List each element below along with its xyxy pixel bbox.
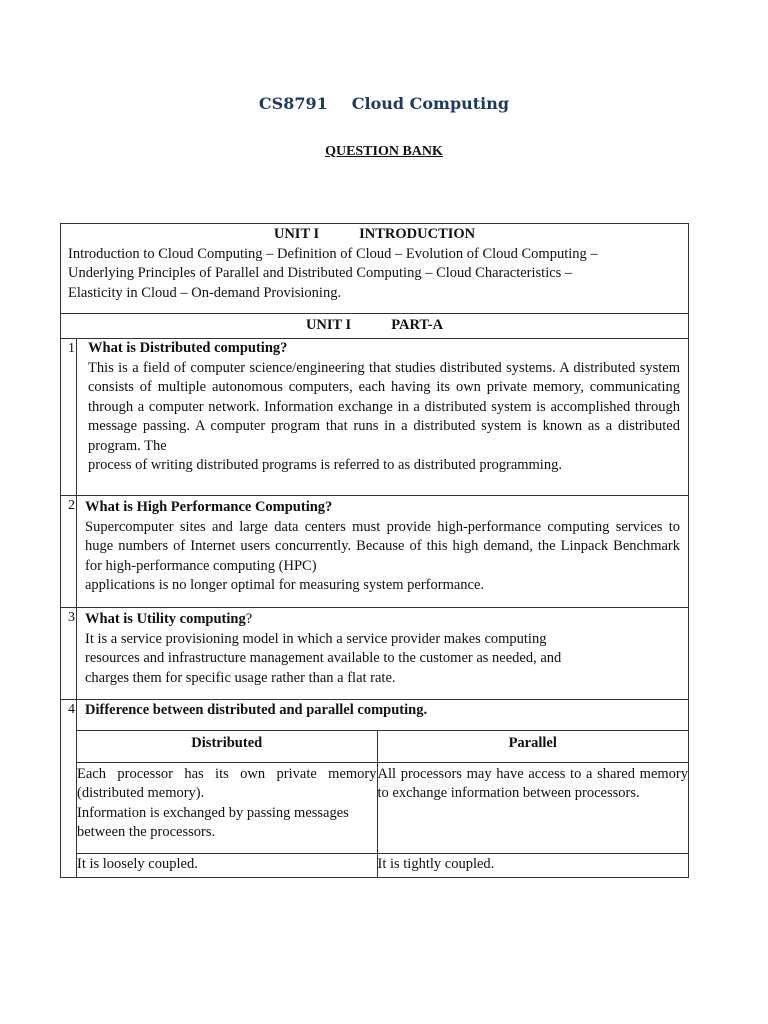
comparison-cell [77,731,689,878]
comparison-data-row [77,762,688,853]
comparison-header-parallel: Parallel [377,731,688,762]
distributed-cell [77,762,377,853]
parallel-cell: All processors may have access to a shared memory to exchange information between processors. [377,762,688,853]
answer-text: Supercomputer sites and large data centers must provide high-performance computing services to huge numbers of Internet users concurrently. Because of this high demand, the Linpack Benchmark for high-performance computing (HPC) [85,518,680,574]
part-heading [61,314,689,339]
question-title: Difference between distributed and parallel computing. [85,702,428,718]
distributed-text-extra: Information is exchanged by passing messages between the processors. [77,804,349,840]
unit-intro-row [61,224,689,314]
unit-heading [68,225,681,245]
page-title [0,94,768,113]
question-cell [77,608,689,700]
answer-text-last: process of writing distributed programs is referred to as distributed programming. [88,457,562,473]
part-heading-row [61,314,689,339]
answer-text-last: applications is no longer optimal for measuring system performance. [85,577,485,593]
comparison-row [61,731,689,878]
question-bank-table [60,223,689,878]
question-number: 4 [61,700,77,878]
question-title: What is High Performance Computing? [85,499,333,515]
comparison-header-row [77,731,688,762]
question-row [61,700,689,731]
question-row [61,496,689,608]
answer-line: resources and infrastructure management available to the customer as needed, and [85,650,562,666]
comparison-header-distributed: Distributed [77,731,377,762]
question-number: 2 [61,496,77,608]
question-cell [77,339,689,496]
answer-line: It is a service provisioning model in which a service provider makes computing [85,630,547,647]
unit-intro-cell [61,224,689,314]
syllabus-line: Underlying Principles of Parallel and Distributed Computing – Cloud Characteristics – [68,265,573,281]
unit-title: INTRODUCTION [359,226,476,242]
comparison-data-row [77,853,688,877]
syllabus-line: Introduction to Cloud Computing – Definition of Cloud – Evolution of Cloud Computing – [68,245,598,262]
part-title: PART-A [391,317,444,333]
question-title-suffix: ? [245,611,253,627]
distributed-text: Each processor has its own private memory (distributed memory). [77,765,377,801]
page-subtitle: QUESTION BANK [325,144,443,159]
question-title-text: What is Utility computing [85,611,246,627]
question-cell [77,496,689,608]
course-name: Cloud Computing [351,94,510,113]
answer-text: This is a field of computer science/engineering that studies distributed systems. A distributed system consists of multiple autonomous computers, each having its own private memory, communicating through a computer network. Information exchange in a distributed system is accomplished through message passing. A computer program that runs in a distributed system is known as a distributed program. The [88,359,680,454]
part-unit-label: UNIT I [305,317,352,333]
distributed-cell: It is loosely coupled. [77,853,377,877]
question-title [85,610,680,630]
comparison-table [77,731,688,877]
syllabus-line: Elasticity in Cloud – On-demand Provisioning. [68,284,342,301]
course-code: CS8791 [258,94,328,113]
answer-line: charges them for specific usage rather than a flat rate. [85,669,396,686]
unit-label: UNIT I [273,226,320,242]
parallel-cell: It is tightly coupled. [377,853,688,877]
question-number: 1 [61,339,77,496]
question-row [61,608,689,700]
question-row [61,339,689,496]
question-cell [77,700,689,731]
question-title: What is Distributed computing? [88,340,288,356]
question-number: 3 [61,608,77,700]
